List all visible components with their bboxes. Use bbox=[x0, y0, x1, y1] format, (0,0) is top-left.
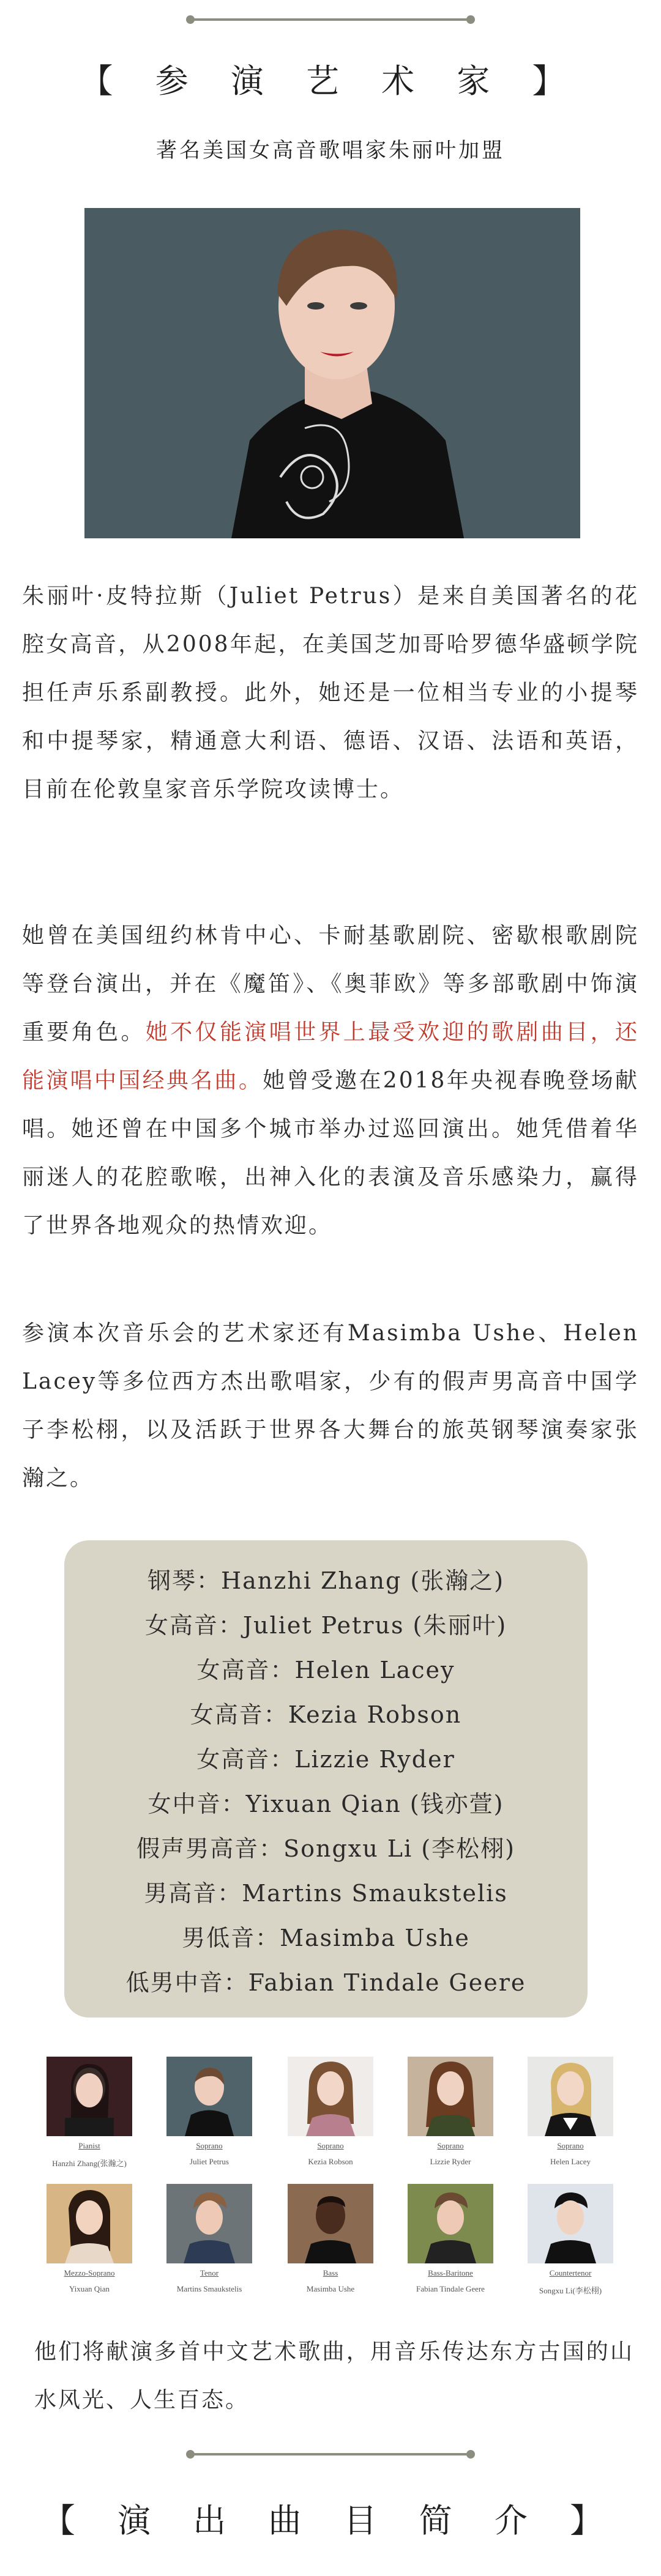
artist-card bbox=[528, 2057, 613, 2167]
artist-role: Bass bbox=[323, 2268, 338, 2277]
artist-role: Soprano bbox=[196, 2141, 223, 2150]
artist-name: Lizzie Ryder bbox=[430, 2157, 471, 2166]
artist-card bbox=[288, 2184, 373, 2294]
cast-line: 女高音：Helen Lacey bbox=[196, 1657, 455, 1683]
cast-list-box bbox=[64, 1540, 588, 2017]
artist-name: Songxu Li(李松栩) bbox=[539, 2286, 602, 2295]
artist-photo bbox=[288, 2057, 373, 2136]
cast-line: 假声男高音：Songxu Li (李松栩) bbox=[136, 1835, 515, 1862]
artist-photo bbox=[166, 2057, 252, 2136]
artist-photo bbox=[47, 2057, 132, 2136]
cast-line: 低男中音：Fabian Tindale Geere bbox=[125, 1969, 526, 1996]
artist-name: Juliet Petrus bbox=[190, 2157, 229, 2166]
intro-paragraph-3: 参演本次音乐会的艺术家还有Masimba Ushe、Helen Lacey等多位西方杰出歌唱家，少有的假声男高音中国学子李松栩，以及活跃于世界各大舞台的旅英钢琴演奏家张瀚之。 bbox=[22, 1321, 639, 1491]
artist-role: Pianist bbox=[78, 2141, 100, 2150]
cast-line: 女高音：Kezia Robson bbox=[190, 1701, 462, 1728]
intro-paragraph-2 bbox=[22, 911, 639, 1250]
intro-paragraph-1: 朱丽叶·皮特拉斯（Juliet Petrus）是来自美国著名的花腔女高音，从2008年起，在美国芝加哥哈罗德华盛顿学院担任声乐系副教授。此外，她还是一位相当专业的小提琴和中提琴家，精通意大利语、德语、汉语、法语和英语，目前在伦敦皇家音乐学院攻读博士。 bbox=[22, 584, 639, 802]
artist-name: Helen Lacey bbox=[550, 2157, 591, 2166]
artist-card bbox=[408, 2184, 493, 2294]
cast-line: 男低音：Masimba Ushe bbox=[182, 1925, 470, 1951]
artist-role: Bass-Baritone bbox=[428, 2268, 473, 2277]
artist-photo bbox=[408, 2184, 493, 2263]
artist-role: Tenor bbox=[200, 2268, 219, 2277]
subtitle: 著名美国女高音歌唱家朱丽叶加盟 bbox=[156, 138, 505, 163]
intro-paragraph-2-text-b: 她曾受邀在2018年央视春晚登场献唱。她还曾在中国多个城市举办过巡回演出。她凭借着华丽迷人的花腔歌喉，出神入化的表演及音乐感染力，赢得了世界各地观众的热情欢迎。 bbox=[22, 1068, 639, 1238]
cast-line: 女高音：Lizzie Ryder bbox=[196, 1746, 455, 1773]
artist-name: Martins Smaukstelis bbox=[176, 2284, 242, 2293]
artist-name: Hanzhi Zhang(张瀚之) bbox=[52, 2159, 127, 2168]
cast-line: 女中音：Yixuan Qian (钱亦萱) bbox=[148, 1791, 504, 1817]
section-title-artists: 【 参 演 艺 术 家 】 bbox=[80, 62, 581, 100]
portrait-photo bbox=[84, 208, 580, 538]
artist-photo bbox=[528, 2184, 613, 2263]
artist-name: Fabian Tindale Geere bbox=[416, 2284, 485, 2293]
artist-card bbox=[528, 2184, 613, 2296]
artist-card bbox=[408, 2057, 493, 2167]
artist-role: Countertenor bbox=[549, 2268, 592, 2277]
artist-name: Kezia Robson bbox=[308, 2157, 353, 2166]
intro-paragraph-2-highlight: 她不仅能演唱世界上最受欢迎的歌剧曲目，还能演唱中国经典名曲。 bbox=[22, 1020, 639, 1093]
artist-card bbox=[166, 2057, 252, 2167]
artist-role: Mezzo-Soprano bbox=[64, 2268, 115, 2277]
artist-role: Soprano bbox=[437, 2141, 464, 2150]
artist-photo bbox=[528, 2057, 613, 2136]
artist-photo bbox=[166, 2184, 252, 2263]
cast-line: 男高音：Martins Smaukstelis bbox=[144, 1880, 508, 1907]
closing-paragraph: 他们将献演多首中文艺术歌曲，用音乐传达东方古国的山水风光、人生百态。 bbox=[34, 2339, 634, 2413]
artist-name: Yixuan Qian bbox=[69, 2284, 110, 2293]
artist-photo bbox=[47, 2184, 132, 2263]
top-divider bbox=[190, 18, 471, 21]
section-title-program: 【 演 出 曲 目 简 介 】 bbox=[42, 2501, 619, 2540]
artist-photo bbox=[408, 2057, 493, 2136]
bottom-divider bbox=[190, 2453, 471, 2455]
artist-role: Soprano bbox=[317, 2141, 344, 2150]
artist-photo bbox=[288, 2184, 373, 2263]
artist-name: Masimba Ushe bbox=[306, 2284, 355, 2293]
artist-card bbox=[288, 2057, 373, 2167]
artist-card bbox=[47, 2057, 132, 2169]
cast-line: 女高音：Juliet Petrus (朱丽叶) bbox=[144, 1612, 507, 1639]
cast-line: 钢琴：Hanzhi Zhang (张瀚之) bbox=[147, 1567, 505, 1594]
artist-card bbox=[47, 2184, 132, 2294]
artist-card bbox=[166, 2184, 252, 2294]
artist-role: Soprano bbox=[557, 2141, 584, 2150]
intro-paragraph-2-text-a: 她曾在美国纽约林肯中心、卡耐基歌剧院、密歇根歌剧院等登台演出，并在《魔笛》、《奥菲欧》等多部歌剧中饰演重要角色。 bbox=[22, 923, 639, 1045]
